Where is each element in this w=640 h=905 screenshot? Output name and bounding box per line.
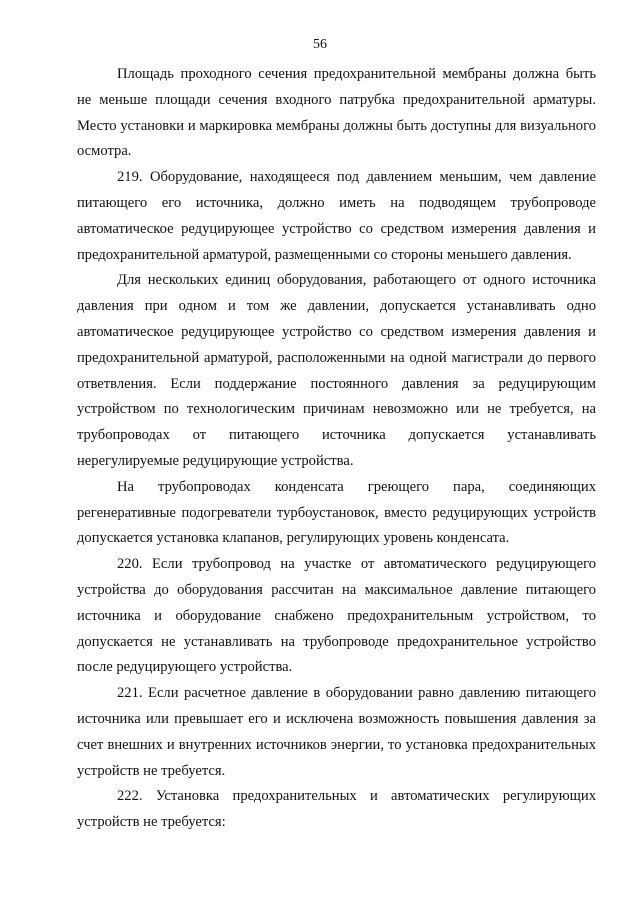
paragraph-222: 222. Установка предохранительных и автоматических регулирующих устройств не требуется: xyxy=(77,788,596,831)
paragraph-220: 220. Если трубопровод на участке от автоматического редуцирующего устройства до оборудования рассчитан на максимальное давление питающего источника и оборудование снабжено предохранительным устройством, то допускается не устанавливать на трубопроводе предохранительное устройство после редуцирующего устройства. xyxy=(77,556,596,676)
page-number: 56 xyxy=(313,37,327,52)
paragraph-membrane-area: Площадь проходного сечения предохранительной мембраны должна быть не меньше площади сечения входного патрубка предохранительной арматуры. Место установки и маркировка мембраны должны быть доступны для визуального осмотра. xyxy=(77,66,596,160)
paragraph-219: 219. Оборудование, находящееся под давлением меньшим, чем давление питающего его источника, должно иметь на подводящем трубопроводе автоматическое редуцирующее устройство со средством измерения давления и предохранительной арматурой, размещенными со стороны меньшего давления. xyxy=(77,169,596,263)
paragraph-condensate-pipelines: На трубопроводах конденсата греющего пара, соединяющих регенеративные подогреватели турбоустановок, вместо редуцирующих устройств допускается установка клапанов, регулирующих уровень конденсата. xyxy=(77,478,596,547)
paragraph-221: 221. Если расчетное давление в оборудовании равно давлению питающего источника или превышает его и исключена возможность повышения давления за счет внешних и внутренних источников энергии, то установка предохранительных устройств не требуется. xyxy=(77,685,596,779)
paragraph-multiple-units: Для нескольких единиц оборудования, работающего от одного источника давления при одном и том же давлении, допускается устанавливать одно автоматическое редуцирующее устройство со средством измерения давления и предохранительной арматурой, расположенными на одной магистрали до первого ответвления. Если поддержание постоянного давления за редуцирующим устройством по технологическим причинам невозможно или не требуется, на трубопроводах от питающего источника допускается устанавливать нерегулируемые редуцирующие устройства. xyxy=(77,272,596,469)
document-body xyxy=(77,62,596,836)
